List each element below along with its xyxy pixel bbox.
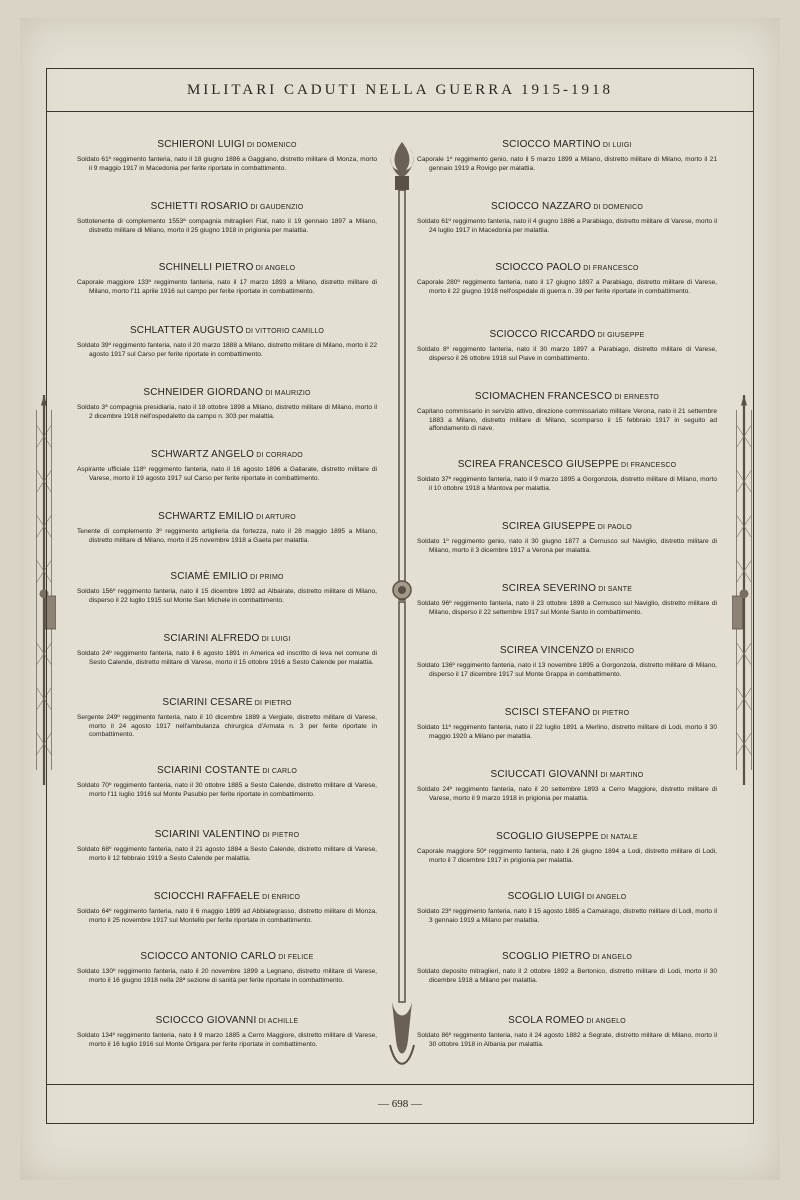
casualty-entry: [77, 633, 377, 667]
casualty-details: Soldato 61º reggimento fanteria, nato il 4 giugno 1886 a Parabiago, distretto militare di Varese, morto il 24 luglio 1917 in Macedonia per malattia.: [417, 218, 717, 234]
casualty-name: [417, 1015, 717, 1026]
father-name: LUIGI: [271, 636, 291, 643]
casualty-name: [417, 459, 717, 470]
casualty-details: Soldato 37º reggimento fanteria, nato il 9 marzo 1895 a Gorgonzola, distretto militare di Milano, morto il 10 ottobre 1918 a Mantova per malattia.: [417, 476, 717, 492]
father-name: ANGELO: [595, 1018, 626, 1025]
casualty-name: [417, 521, 717, 532]
casualty-entry: [417, 139, 717, 173]
page-title: MILITARI CADUTI NELLA GUERRA 1915-1918: [186, 81, 614, 98]
patronymic-prefix: DI: [598, 772, 610, 779]
surname: SCIOCCHI RAFFAELE: [153, 891, 261, 902]
surname: SCIREA VINCENZO: [499, 645, 594, 656]
casualty-details: Soldato 61º reggimento fanteria, nato il 18 giugno 1886 a Gaggiano, distretto militare di Monza, morto il 9 maggio 1917 in Macedonia per ferite riportate in combattimento.: [77, 156, 377, 172]
casualty-name: [417, 891, 717, 902]
father-name: DOMENICO: [256, 142, 297, 149]
father-name: ANGELO: [596, 894, 627, 901]
surname: SCIARINI ALFREDO: [163, 633, 260, 644]
casualty-details: Soldato 130º reggimento fanteria, nato il 20 novembre 1899 a Legnano, distretto militare di Varese, morto il 16 giugno 1918 nella 28ª sezione di sanità per ferite riportate in combattimento.: [77, 968, 377, 984]
patronymic-prefix: DI: [256, 1018, 268, 1025]
surname: SCISCI STEFANO: [504, 707, 591, 718]
casualty-entry: [417, 645, 717, 679]
casualty-name: [417, 329, 717, 340]
surname: SCIOCCO NAZZARO: [490, 201, 592, 212]
surname: SCIREA FRANCESCO GIUSEPPE: [457, 459, 619, 470]
casualty-entry: [77, 1015, 377, 1049]
casualty-details: Sottotenente di complemento 1553ª compagnia mitraglieri Fiat, nato il 19 gennaio 1897 a Milano, distretto militare di Milano, morto il 25 giugno 1918 in prigionia per malattia.: [77, 218, 377, 234]
casualty-name: [77, 201, 377, 212]
father-name: ANGELO: [264, 265, 296, 272]
casualty-details: Soldato 24º reggimento fanteria, nato il 20 settembre 1893 a Cerro Maggiore, distretto militare di Varese, morto il 9 marzo 1918 in prigionia per malattia.: [417, 786, 717, 802]
surname: SCIOCCO RICCARDO: [489, 329, 596, 340]
patronymic-prefix: DI: [252, 700, 265, 707]
casualty-entry: [417, 951, 717, 985]
casualty-entry: [77, 571, 377, 605]
patronymic-prefix: DI: [244, 142, 257, 149]
surname: SCIARINI CESARE: [162, 697, 253, 708]
casualty-entry: [417, 583, 717, 617]
patronymic-prefix: DI: [253, 265, 265, 272]
patronymic-prefix: DI: [584, 1018, 596, 1025]
casualty-details: Soldato 64º reggimento fanteria, nato il 6 maggio 1899 ad Abbiategrasso, distretto militare di Monza, morto il 25 novembre 1917 sul Montello per ferite riportate in combattimento.: [77, 908, 377, 924]
casualty-details: Sergente 249º reggimento fanteria, nato il 10 dicembre 1889 a Vergiate, distretto militare di Varese, morto il 24 agosto 1917 nell'ambulanza chirurgica d'Armata n. 3 per ferite riportate in combattimento.: [77, 714, 377, 739]
father-name: PIETRO: [272, 832, 300, 839]
surname: SCHWARTZ EMILIO: [158, 511, 254, 522]
casualty-details: Soldato 1º reggimento genio, nato il 30 giugno 1877 a Cernusco sul Naviglio, distretto militare di Milano, morto il 3 dicembre 1917 a Verona per malattia.: [417, 538, 717, 554]
casualty-details: Soldato 134º reggimento fanteria, nato il 9 marzo 1885 a Cerro Maggiore, distretto militare di Varese, morto il 16 luglio 1916 sul Monte Ortigara per ferite riportate in combattimento.: [77, 1032, 377, 1048]
casualty-entry: [417, 521, 717, 555]
patronymic-prefix: DI: [260, 768, 272, 775]
surname: SCOGLIO GIUSEPPE: [496, 831, 599, 842]
casualty-entry: [77, 829, 377, 863]
casualty-entry: [417, 707, 717, 741]
casualty-entry: [77, 891, 377, 925]
father-name: PAOLO: [607, 524, 632, 531]
casualty-name: [417, 391, 717, 402]
casualty-details: Soldato 96º reggimento fanteria, nato il 23 ottobre 1898 a Cernusco sul Naviglio, distretto militare di Milano, disperso il 22 settembre 1917 sul Monte Santo in combattimento.: [417, 600, 717, 616]
surname: SCHNEIDER GIORDANO: [143, 387, 264, 398]
patronymic-prefix: DI: [260, 894, 272, 901]
surname: SCOLA ROMEO: [508, 1015, 585, 1026]
casualty-entry: [417, 329, 717, 363]
casualty-details: Soldato 3ª compagnia presidiaria, nato il 18 ottobre 1898 a Milano, distretto militare di Milano, morto il 2 dicembre 1918 nell'ospedaletto da campo n. 303 per malattia.: [77, 404, 377, 420]
casualty-details: Soldato 136º reggimento fanteria, nato il 13 novembre 1895 a Gorgonzola, distretto militare di Milano, disperso il 17 dicembre 1917 sul Monte Grappa in combattimento.: [417, 662, 717, 678]
surname: SCHLATTER AUGUSTO: [129, 325, 244, 336]
casualty-details: Capitano commissario in servizio attivo, direzione commissariato militare Verona, nato il 21 settembre 1883 a Milano, distretto militare di Milano, scomparso il 15 febbraio 1917 in seguito ad affondamento di nave.: [417, 408, 717, 433]
father-name: GAUDENZIO: [259, 204, 304, 211]
casualty-name: [417, 139, 717, 150]
patronymic-prefix: DI: [254, 452, 266, 459]
casualty-entry: [417, 391, 717, 434]
surname: SCIAMÈ EMILIO: [170, 571, 248, 582]
surname: SCIREA SEVERINO: [501, 583, 597, 594]
father-name: FELICE: [287, 954, 314, 961]
casualty-name: [77, 571, 377, 582]
page-header: [47, 69, 753, 112]
patronymic-prefix: DI: [581, 265, 593, 272]
casualty-entry: [77, 511, 377, 545]
surname: SCHIERONI LUIGI: [157, 139, 245, 150]
casualty-entry: [77, 325, 377, 359]
casualty-name: [417, 645, 717, 656]
casualty-entry: [77, 449, 377, 483]
patronymic-prefix: DI: [595, 332, 608, 339]
casualty-entry: [417, 262, 717, 296]
surname: SCIOCCO ANTONIO CARLO: [140, 951, 277, 962]
father-name: MAURIZIO: [274, 390, 311, 397]
patronymic-prefix: DI: [590, 954, 602, 961]
father-name: ERNESTO: [623, 394, 660, 401]
casualty-name: [417, 583, 717, 594]
surname: SCHIETTI ROSARIO: [150, 201, 249, 212]
father-name: GIUSEPPE: [607, 332, 645, 339]
casualty-entry: [77, 262, 377, 296]
casualty-entry: [77, 765, 377, 799]
father-name: ENRICO: [271, 894, 301, 901]
patronymic-prefix: DI: [598, 834, 611, 841]
father-name: FRANCESCO: [592, 265, 639, 272]
casualty-name: [77, 633, 377, 644]
casualty-entry: [77, 387, 377, 421]
surname: SCOGLIO LUIGI: [507, 891, 585, 902]
patronymic-prefix: DI: [595, 524, 608, 531]
casualty-entry: [417, 891, 717, 925]
casualty-name: [417, 831, 717, 842]
patronymic-prefix: DI: [590, 710, 603, 717]
casualty-details: Soldato 70º reggimento fanteria, nato il 30 ottobre 1885 a Sesto Calende, distretto militare di Varese, morto l'11 luglio 1916 sul Monte Pasubio per ferite riportate in combattimento.: [77, 782, 377, 798]
father-name: PIETRO: [602, 710, 630, 717]
casualty-details: Soldato 156º reggimento fanteria, nato il 15 dicembre 1892 ad Albairate, distretto militare di Milano, disperso il 22 luglio 1915 sul Monte San Michele in combattimento.: [77, 588, 377, 604]
surname: SCIARINI VALENTINO: [154, 829, 261, 840]
casualty-entry: [417, 831, 717, 865]
patronymic-prefix: DI: [248, 204, 260, 211]
casualty-details: Caporale maggiore 133º reggimento fanteria, nato il 17 marzo 1893 a Milano, distretto militare di Milano, morto l'11 aprile 1916 sul campo per ferite riportate in combattimento.: [77, 279, 377, 295]
father-name: SANTE: [607, 586, 633, 593]
casualty-name: [77, 765, 377, 776]
casualty-entry: [417, 1015, 717, 1049]
casualty-name: [417, 707, 717, 718]
casualty-details: Soldato 8º reggimento fanteria, nato il 30 marzo 1897 a Parabiago, distretto militare di Varese, disperso il 26 ottobre 1918 sul Piave in combattimento.: [417, 346, 717, 362]
father-name: LUIGI: [612, 142, 632, 149]
casualty-name: [417, 262, 717, 273]
surname: SCIOCCO MARTINO: [502, 139, 601, 150]
surname: SCHWARTZ ANGELO: [151, 449, 255, 460]
casualty-details: Soldato 23º reggimento fanteria, nato il 15 agosto 1885 a Camairago, distretto militare di Lodi, morto il 3 gennaio 1919 a Milano per malattia.: [417, 908, 717, 924]
father-name: ARTURO: [265, 514, 296, 521]
father-name: ANGELO: [601, 954, 633, 961]
surname: SCIOMACHEN FRANCESCO: [474, 391, 613, 402]
casualty-entry: [77, 951, 377, 985]
casualty-entry: [417, 459, 717, 493]
father-name: NATALE: [610, 834, 638, 841]
father-name: FRANCESCO: [630, 462, 677, 469]
casualty-details: Caporale 1º reggimento genio, nato il 5 marzo 1899 a Milano, distretto militare di Milano, morto il 21 gennaio 1919 a Rovigo per malattia.: [417, 156, 717, 172]
page-number: — 698 —: [378, 1098, 422, 1110]
casualty-details: Caporale maggiore 50º reggimento fanteria, nato il 26 giugno 1894 a Lodi, distretto militare di Lodi, morto il 7 dicembre 1917 in prigionia per malattia.: [417, 848, 717, 864]
father-name: CORRADO: [265, 452, 303, 459]
surname: SCIARINI COSTANTE: [156, 765, 261, 776]
casualty-details: Caporale 280º reggimento fanteria, nato il 17 giugno 1897 a Parabiago, distretto militare di Varese, morto il 22 giugno 1918 nell'ospedale di guerra n. 39 per ferite riportate in combattimento.: [417, 279, 717, 295]
casualty-name: [77, 891, 377, 902]
surname: SCHINELLI PIETRO: [158, 262, 254, 273]
surname: SCOGLIO PIETRO: [501, 951, 591, 962]
casualty-details: Soldato 11º reggimento fanteria, nato il 22 luglio 1891 a Merlino, distretto militare di Lodi, morto il 30 maggio 1920 a Milano per malattia.: [417, 724, 717, 740]
casualty-name: [77, 1015, 377, 1026]
casualty-details: Aspirante ufficiale 118º reggimento fanteria, nato il 16 agosto 1896 a Gallarate, distretto militare di Varese, morto il 19 agosto 1917 sul Carso per ferite riportate in combattimento.: [77, 466, 377, 482]
father-name: DOMENICO: [602, 204, 644, 211]
casualty-details: Soldato 68º reggimento fanteria, nato il 21 agosto 1884 a Sesto Calende, distretto militare di Varese, morto il 12 febbraio 1919 a Sesto Calende per malattia.: [77, 846, 377, 862]
father-name: CARLO: [271, 768, 298, 775]
patronymic-prefix: DI: [243, 328, 256, 335]
father-name: PIETRO: [264, 700, 292, 707]
patronymic-prefix: DI: [259, 636, 272, 643]
patronymic-prefix: DI: [584, 894, 596, 901]
torch-divider: [384, 140, 420, 1090]
casualty-name: [77, 511, 377, 522]
patronymic-prefix: DI: [253, 514, 266, 521]
casualty-name: [77, 951, 377, 962]
casualty-entry: [77, 201, 377, 235]
casualty-name: [77, 697, 377, 708]
casualty-entry: [417, 769, 717, 803]
patronymic-prefix: DI: [263, 390, 275, 397]
casualty-name: [77, 829, 377, 840]
casualty-details: Soldato deposito mitraglieri, nato il 2 ottobre 1892 a Bertonico, distretto militare di Lodi, morto il 30 dicembre 1918 a Milano per malattia.: [417, 968, 717, 984]
patronymic-prefix: DI: [612, 394, 624, 401]
casualty-name: [77, 139, 377, 150]
surname: SCIOCCO PAOLO: [495, 262, 582, 273]
casualty-entry: [77, 139, 377, 173]
patronymic-prefix: DI: [596, 586, 608, 593]
father-name: ACHILLE: [267, 1018, 299, 1025]
casualty-name: [417, 951, 717, 962]
surname: SCIUCCATI GIOVANNI: [490, 769, 599, 780]
casualty-name: [77, 387, 377, 398]
father-name: ENRICO: [605, 648, 635, 655]
casualty-name: [77, 262, 377, 273]
patronymic-prefix: DI: [591, 204, 603, 211]
casualty-details: Soldato 86º reggimento fanteria, nato il 24 agosto 1882 a Segrate, distretto militare di Milano, morto il 30 ottobre 1918 in Albania per malattia.: [417, 1032, 717, 1048]
patronymic-prefix: DI: [260, 832, 273, 839]
surname: SCIREA GIUSEPPE: [502, 521, 596, 532]
casualty-details: Soldato 24º reggimento fanteria, nato il 6 agosto 1891 in America ed inscritto di leva nel comune di Sesto Calende, distretto militare di Varese, morto il 15 ottobre 1916 a Sesto Calende per malattia.: [77, 650, 377, 666]
patronymic-prefix: DI: [618, 462, 631, 469]
casualty-entry: [77, 697, 377, 740]
casualty-name: [77, 449, 377, 460]
casualty-name: [77, 325, 377, 336]
father-name: MARTINO: [609, 772, 644, 779]
patronymic-prefix: DI: [600, 142, 613, 149]
patronymic-prefix: DI: [247, 574, 260, 581]
father-name: VITTORIO CAMILLO: [255, 328, 325, 335]
patronymic-prefix: DI: [276, 954, 288, 961]
casualty-name: [417, 769, 717, 780]
father-name: PRIMO: [259, 574, 284, 581]
casualty-details: Tenente di complemento 3º reggimento artiglieria da fortezza, nato il 28 maggio 1895 a Milano, distretto militare di Milano, morto il 25 novembre 1918 a Gaeta per malattia.: [77, 528, 377, 544]
casualty-name: [417, 201, 717, 212]
casualty-entry: [417, 201, 717, 235]
casualty-details: Soldato 39º reggimento fanteria, nato il 20 marzo 1888 a Milano, distretto militare di Milano, morto il 22 agosto 1917 sul Carso per ferite riportate in combattimento.: [77, 342, 377, 358]
surname: SCIOCCO GIOVANNI: [155, 1015, 257, 1026]
patronymic-prefix: DI: [594, 648, 606, 655]
